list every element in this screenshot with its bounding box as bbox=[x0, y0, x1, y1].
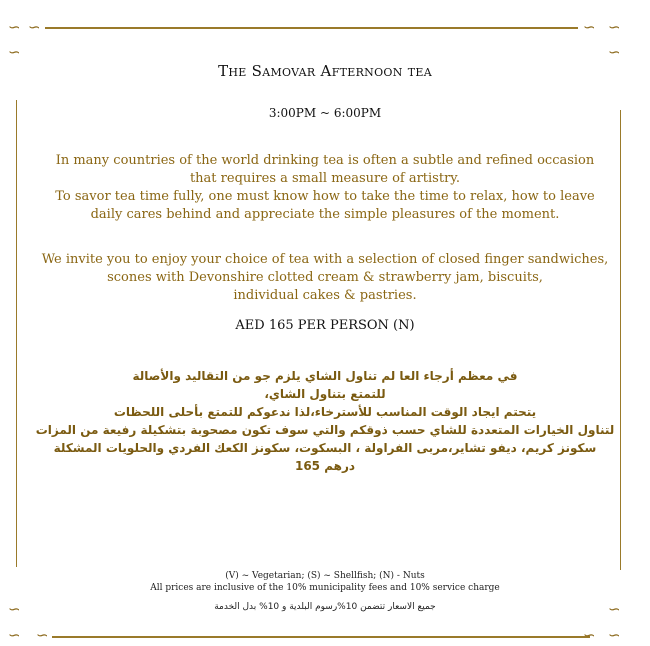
intro-line: daily cares behind and appreciate the simple pleasures of the moment. bbox=[90, 207, 560, 222]
intro-line: To savor tea time fully, one must know how to take the time to relax, how to leave bbox=[55, 189, 595, 204]
ornament-icon: ∽ bbox=[28, 18, 41, 36]
intro-line: In many countries of the world drinking tea is often a subtle and refined occasion bbox=[55, 153, 595, 168]
arabic-line: سكونز كريم، ديفو تشاير،مربى الفراولة ، البسكوت، سكونز الكعك الفردي والحلويات المشكلة bbox=[53, 441, 597, 455]
invite-paragraph bbox=[0, 251, 650, 305]
ornament-icon: ∽ bbox=[608, 600, 621, 618]
ornament-icon: ∽ bbox=[608, 626, 621, 644]
bottom-border bbox=[52, 636, 590, 638]
invite-line: We invite you to enjoy your choice of tea with a selection of closed finger sandwiches, bbox=[41, 252, 609, 267]
ornament-icon: ∽ bbox=[8, 43, 21, 61]
arabic-line: يتحتم ايجاد الوقت المناسب للأسترخاء،لذا ندعوكم للتمتع بأحلى اللحظات bbox=[113, 405, 537, 419]
ornament-icon: ∽ bbox=[608, 43, 621, 61]
inclusive-note-arabic: جميع الاسعار تتضمن 10%رسوم البلدية و 10% بدل الخدمة bbox=[214, 602, 436, 612]
ornament-icon: ∽ bbox=[8, 600, 21, 618]
arabic-price: درهم 165 bbox=[294, 459, 356, 473]
intro-line: that requires a small measure of artistry. bbox=[189, 171, 461, 186]
arabic-line: لتناول الخيارات المتعددة للشاي حسب ذوقكم والتي سوف تكون مصحوبة بتشكيلة رفيعة من المزات bbox=[35, 423, 615, 437]
arabic-line: في معظم أرجاء العا لم تناول الشاي يلزم جو من التقاليد والأصالة bbox=[132, 369, 518, 383]
menu-title: The Samovar Afternoon tea bbox=[218, 62, 432, 80]
intro-paragraph bbox=[0, 152, 650, 224]
price: AED 165 PER PERSON (N) bbox=[235, 318, 415, 333]
inclusive-note: All prices are inclusive of the 10% municipality fees and 10% service charge bbox=[150, 583, 500, 593]
arabic-line: للتمتع بتناول الشاي، bbox=[264, 387, 386, 401]
ornament-icon: ∽ bbox=[8, 626, 21, 644]
invite-line: scones with Devonshire clotted cream & strawberry jam, biscuits, bbox=[107, 270, 543, 285]
top-border bbox=[45, 27, 578, 29]
ornament-icon: ∽ bbox=[8, 18, 21, 36]
ornament-icon: ∽ bbox=[583, 626, 596, 644]
ornament-icon: ∽ bbox=[608, 18, 621, 36]
dietary-legend: (V) ~ Vegetarian; (S) ~ Shellfish; (N) - Nuts bbox=[225, 571, 425, 581]
footnotes bbox=[0, 570, 650, 594]
ornament-icon: ∽ bbox=[583, 18, 596, 36]
serving-time: 3:00PM ~ 6:00PM bbox=[268, 106, 382, 120]
invite-line: individual cakes & pastries. bbox=[233, 288, 417, 303]
ornament-icon: ∽ bbox=[36, 626, 49, 644]
arabic-paragraph bbox=[0, 367, 650, 475]
